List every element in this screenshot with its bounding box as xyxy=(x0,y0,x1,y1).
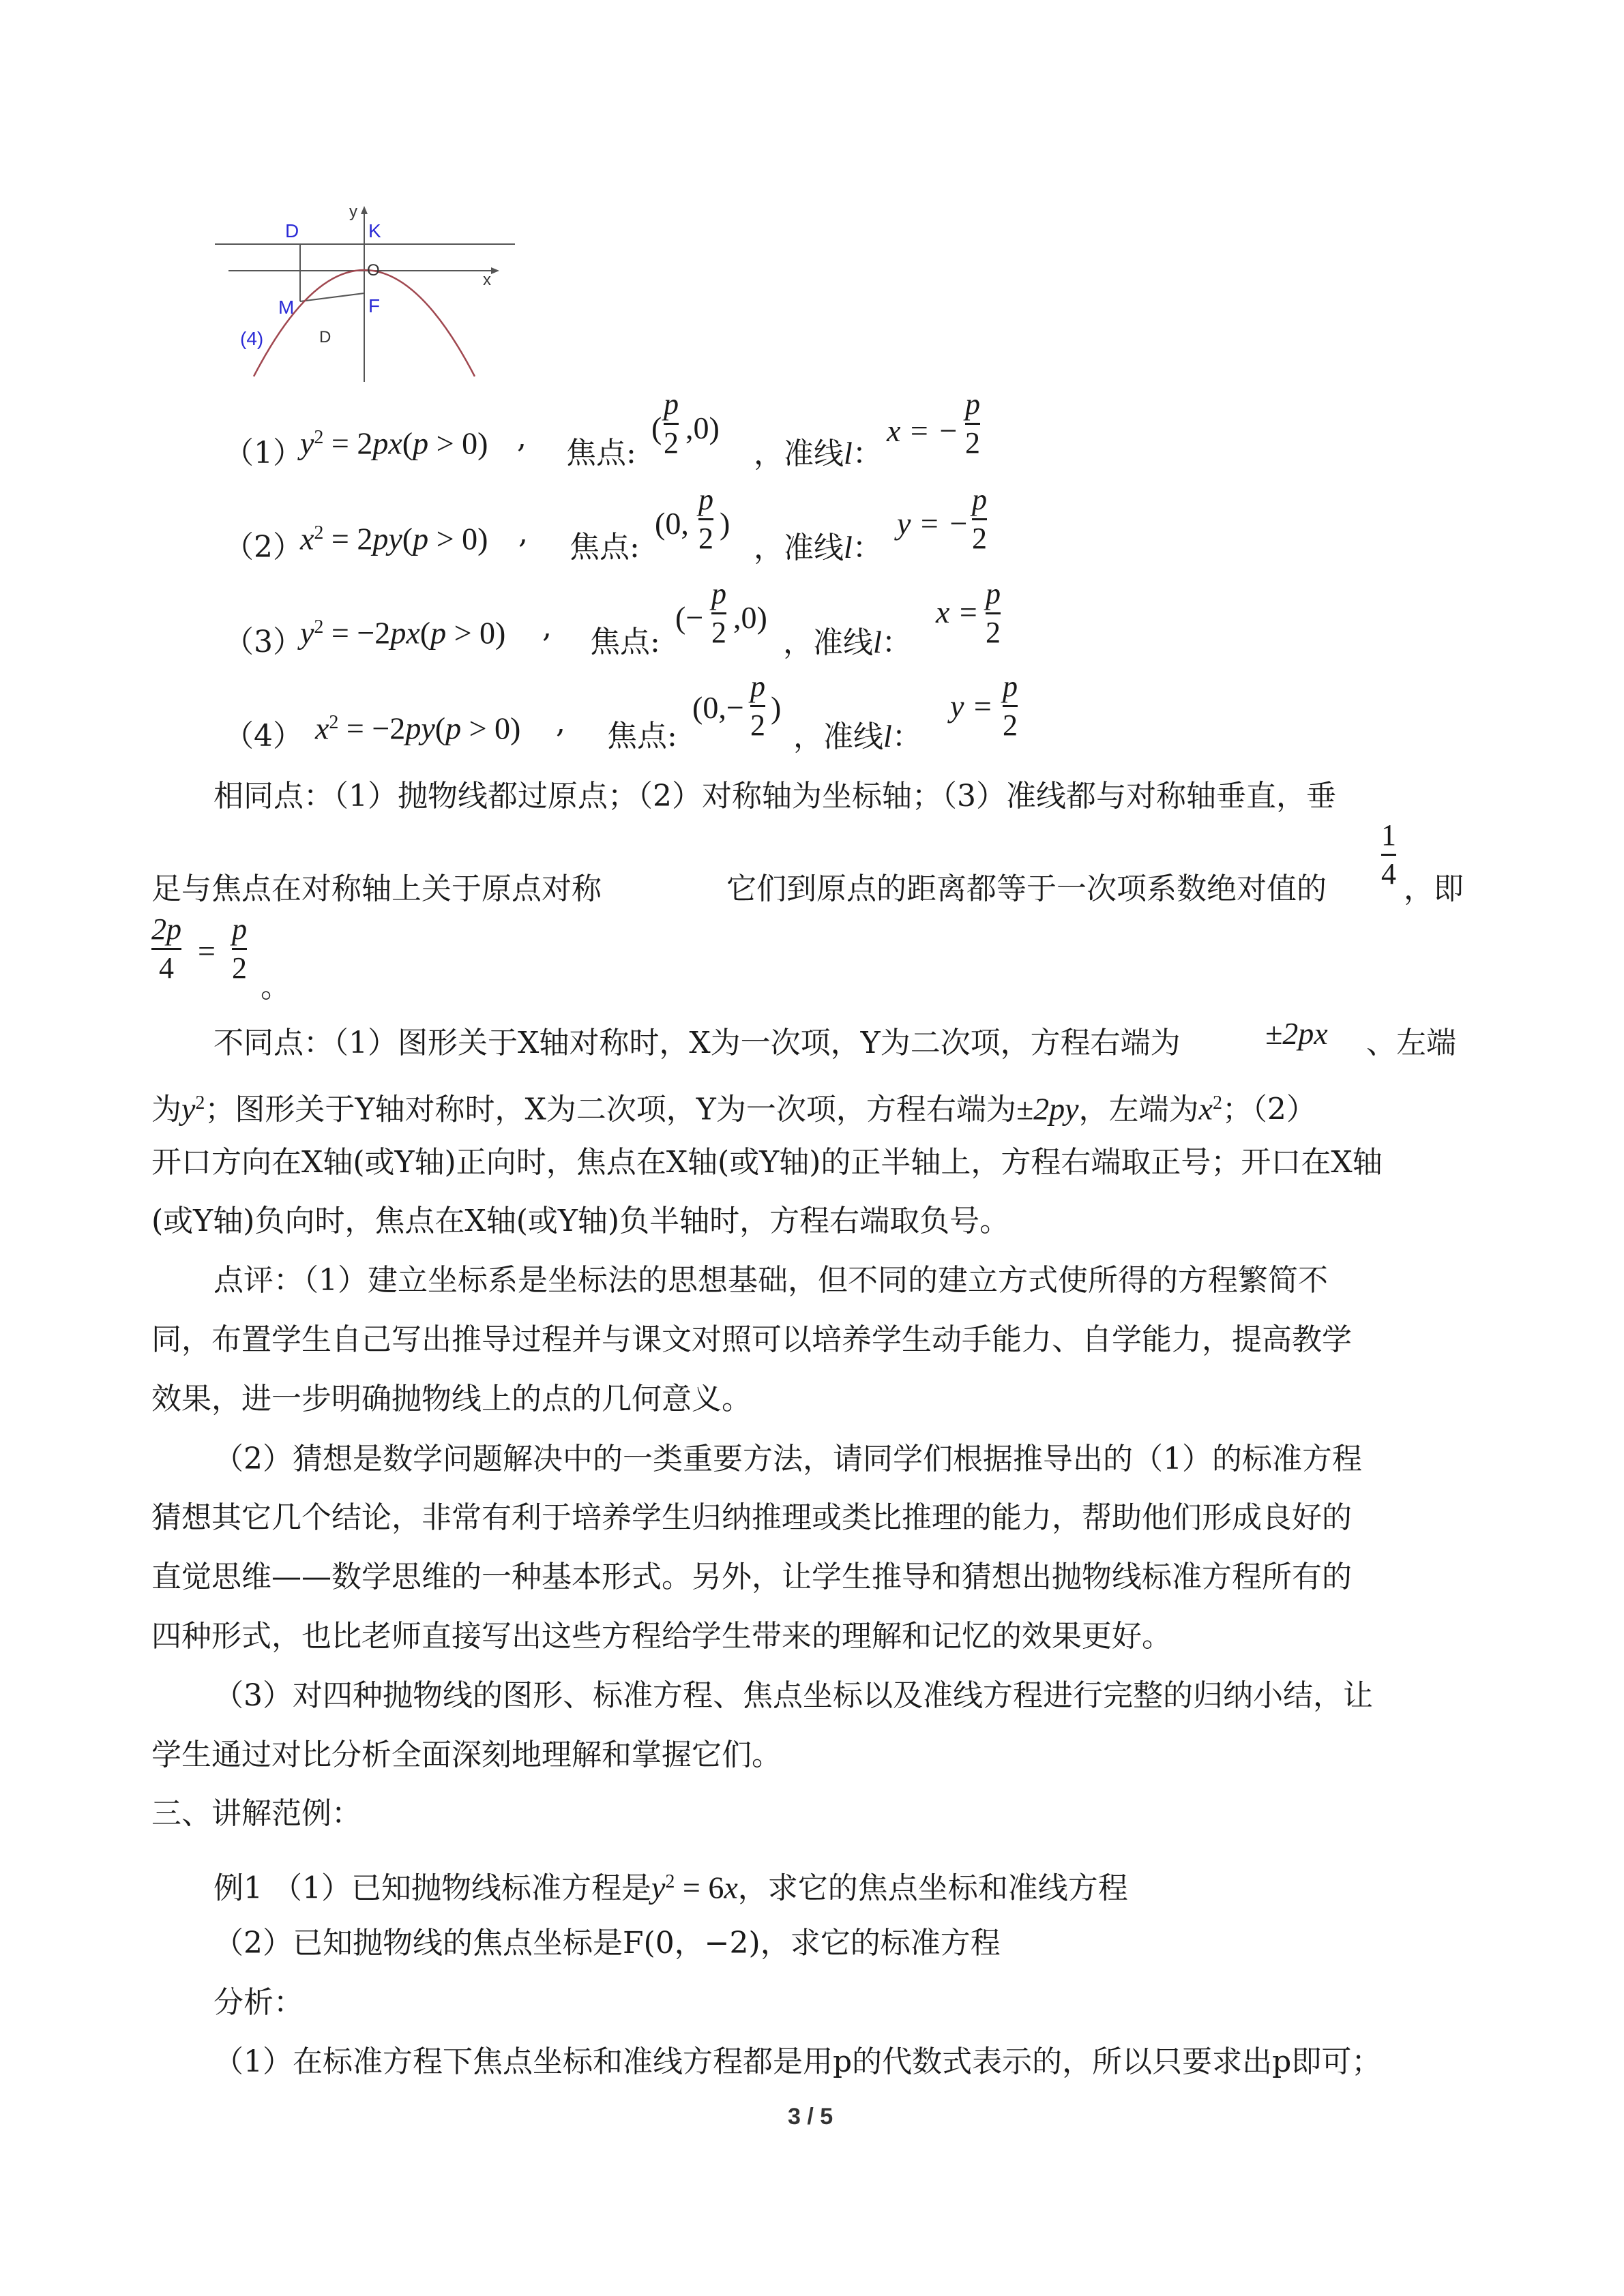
same-line-2c: ，即 xyxy=(1404,871,1464,906)
directrix-label: ，准线l： xyxy=(783,625,912,660)
focus-label: 焦点: xyxy=(590,625,660,659)
focus-label: 焦点: xyxy=(566,436,636,471)
y-axis-arrow xyxy=(361,206,368,214)
analysis-label: 分析： xyxy=(213,1985,304,2020)
equality-sign: = xyxy=(198,934,216,968)
comma: , xyxy=(517,420,527,455)
page-number: 3 / 5 xyxy=(788,2104,833,2130)
eq-num: （3） xyxy=(224,625,303,659)
standard-equation: $x^2 = -2py(p > 0)$ xyxy=(315,711,521,746)
directrix-fraction: p 2 xyxy=(972,483,987,555)
focus-fraction: p 2 xyxy=(698,483,713,555)
focus-close: ) xyxy=(771,690,782,725)
comment-p2-line: 直觉思维——数学思维的一种基本形式。另外，让学生推导和猜想出抛物线标准方程所有的 xyxy=(151,1560,1352,1594)
mf-segment xyxy=(300,293,364,301)
comment-p3-line: 学生通过对比分析全面深刻地理解和掌握它们。 xyxy=(151,1738,782,1772)
figure-caption: (4) xyxy=(240,328,264,349)
directrix-lhs: y = − xyxy=(897,506,969,541)
standard-equation: $y^2 = -2px(p > 0)$ xyxy=(300,615,506,651)
example-1-part-2: （2）已知抛物线的焦点坐标是F(0，−2)，求它的标准方程 xyxy=(213,1926,1001,1960)
o-label: O xyxy=(367,261,380,280)
same-line-2a: 足与焦点在对称轴上关于原点对称 xyxy=(151,871,602,906)
x-axis-arrow xyxy=(491,267,499,274)
comma: , xyxy=(542,610,552,644)
comment-p1-line: 点评：（1）建立坐标系是坐标法的思想基础，但不同的建立方式使所得的方程繁简不 xyxy=(213,1263,1328,1298)
same-line-1: 相同点：（1）抛物线都过原点；（2）对称轴为坐标轴；（3）准线都与对称轴垂直，垂 xyxy=(213,779,1336,814)
comment-p2-line: 四种形式，也比老师直接写出这些方程给学生带来的理解和记忆的效果更好。 xyxy=(151,1619,1172,1654)
eq-num: （4） xyxy=(224,719,303,754)
comma: , xyxy=(556,705,565,740)
d-top-label: D xyxy=(285,220,299,241)
comment-p2-line: 猜想其它几个结论，非常有利于培养学生归纳推理或类比推理的能力，帮助他们形成良好的 xyxy=(151,1500,1352,1535)
focus-open: (0, xyxy=(655,506,689,541)
diff-line-1a: 不同点：（1）图形关于X轴对称时，X为一次项，Y为二次项，方程右端为 xyxy=(213,1026,1181,1060)
focus-close: ,0) xyxy=(733,600,767,635)
directrix-label: ，准线l： xyxy=(754,530,883,565)
eq-num: （2） xyxy=(224,530,303,565)
comment-p1-line: 效果，进一步明确抛物线上的点的几何意义。 xyxy=(151,1382,752,1416)
example-1-part-1: 例1 （1）已知抛物线标准方程是$y^2 = 6x$，求它的焦点坐标和准线方程 xyxy=(213,1870,1128,1906)
k-label: K xyxy=(368,220,381,241)
parabola-figure xyxy=(205,198,525,389)
directrix-fraction: p 2 xyxy=(1003,670,1018,742)
diff-line-2: 为$y^2$；图形关于Y轴对称时，X为二次项，Y为一次项，方程右端为±2py，左端为$x^2$；（2） xyxy=(151,1091,1316,1127)
comment-p3-line: （3）对四种抛物线的图形、标准方程、焦点坐标以及准线方程进行完整的归纳小结，让 xyxy=(213,1678,1373,1713)
directrix-label: ，准线l： xyxy=(754,436,883,471)
focus-fraction: p 2 xyxy=(750,670,765,742)
section-heading: 三、讲解范例： xyxy=(151,1796,361,1831)
directrix-fraction: p 2 xyxy=(986,577,1001,649)
equality-fraction-right: p 2 xyxy=(232,912,247,985)
eq-num: （1） xyxy=(224,436,303,471)
diff-line-3: 开口方向在X轴(或Y轴)正向时，焦点在X轴(或Y轴)的正半轴上，方程右端取正号；开口在X轴 xyxy=(151,1145,1383,1180)
focus-close: ) xyxy=(720,506,730,541)
analysis-line-1: （1）在标准方程下焦点坐标和准线方程都是用p的代数式表示的，所以只要求出p即可； xyxy=(213,2044,1382,2079)
equality-fraction-left: 2p 4 xyxy=(151,912,181,985)
m-label: M xyxy=(278,297,295,318)
period: 。 xyxy=(261,970,291,1004)
focus-fraction: p 2 xyxy=(711,577,726,649)
diff-line-1m: ±2px xyxy=(1265,1016,1328,1051)
directrix-label: ，准线l： xyxy=(793,719,922,754)
directrix-fraction: p 2 xyxy=(965,387,980,460)
f-label: F xyxy=(368,295,381,316)
x-label: x xyxy=(483,271,491,289)
focus-label: 焦点: xyxy=(570,530,640,565)
diff-line-1b: 、左端 xyxy=(1366,1026,1456,1060)
same-line-2b: 它们到原点的距离都等于一次项系数绝对值的 xyxy=(726,871,1327,906)
comment-p1-line: 同，布置学生自己写出推导过程并与课文对照可以培养学生动手能力、自学能力，提高教学 xyxy=(151,1322,1352,1357)
comma: , xyxy=(518,516,528,550)
focus-open: (0,− xyxy=(692,690,744,725)
focus-close: ,0) xyxy=(685,411,720,445)
d-inner-label: D xyxy=(319,328,331,346)
directrix-lhs: x = xyxy=(936,595,979,629)
focus-open: ( xyxy=(651,411,662,445)
focus-fraction: p 2 xyxy=(664,387,679,460)
comment-p2-line: （2）猜想是数学问题解决中的一类重要方法，请同学们根据推导出的（1）的标准方程 xyxy=(213,1442,1362,1476)
directrix-lhs: x = − xyxy=(887,413,959,448)
focus-label: 焦点: xyxy=(607,719,677,754)
diff-line-4: (或Y轴)负向时，焦点在X轴(或Y轴)负半轴时，方程右端取负号。 xyxy=(151,1204,1010,1238)
quarter-fraction: 1 4 xyxy=(1381,818,1396,891)
standard-equation: $x^2 = 2py(p > 0)$ xyxy=(300,521,488,556)
focus-open: (− xyxy=(675,600,704,635)
directrix-lhs: y = xyxy=(950,689,993,724)
standard-equation: $y^2 = 2px(p > 0)$ xyxy=(300,426,488,461)
y-label: y xyxy=(349,203,357,221)
